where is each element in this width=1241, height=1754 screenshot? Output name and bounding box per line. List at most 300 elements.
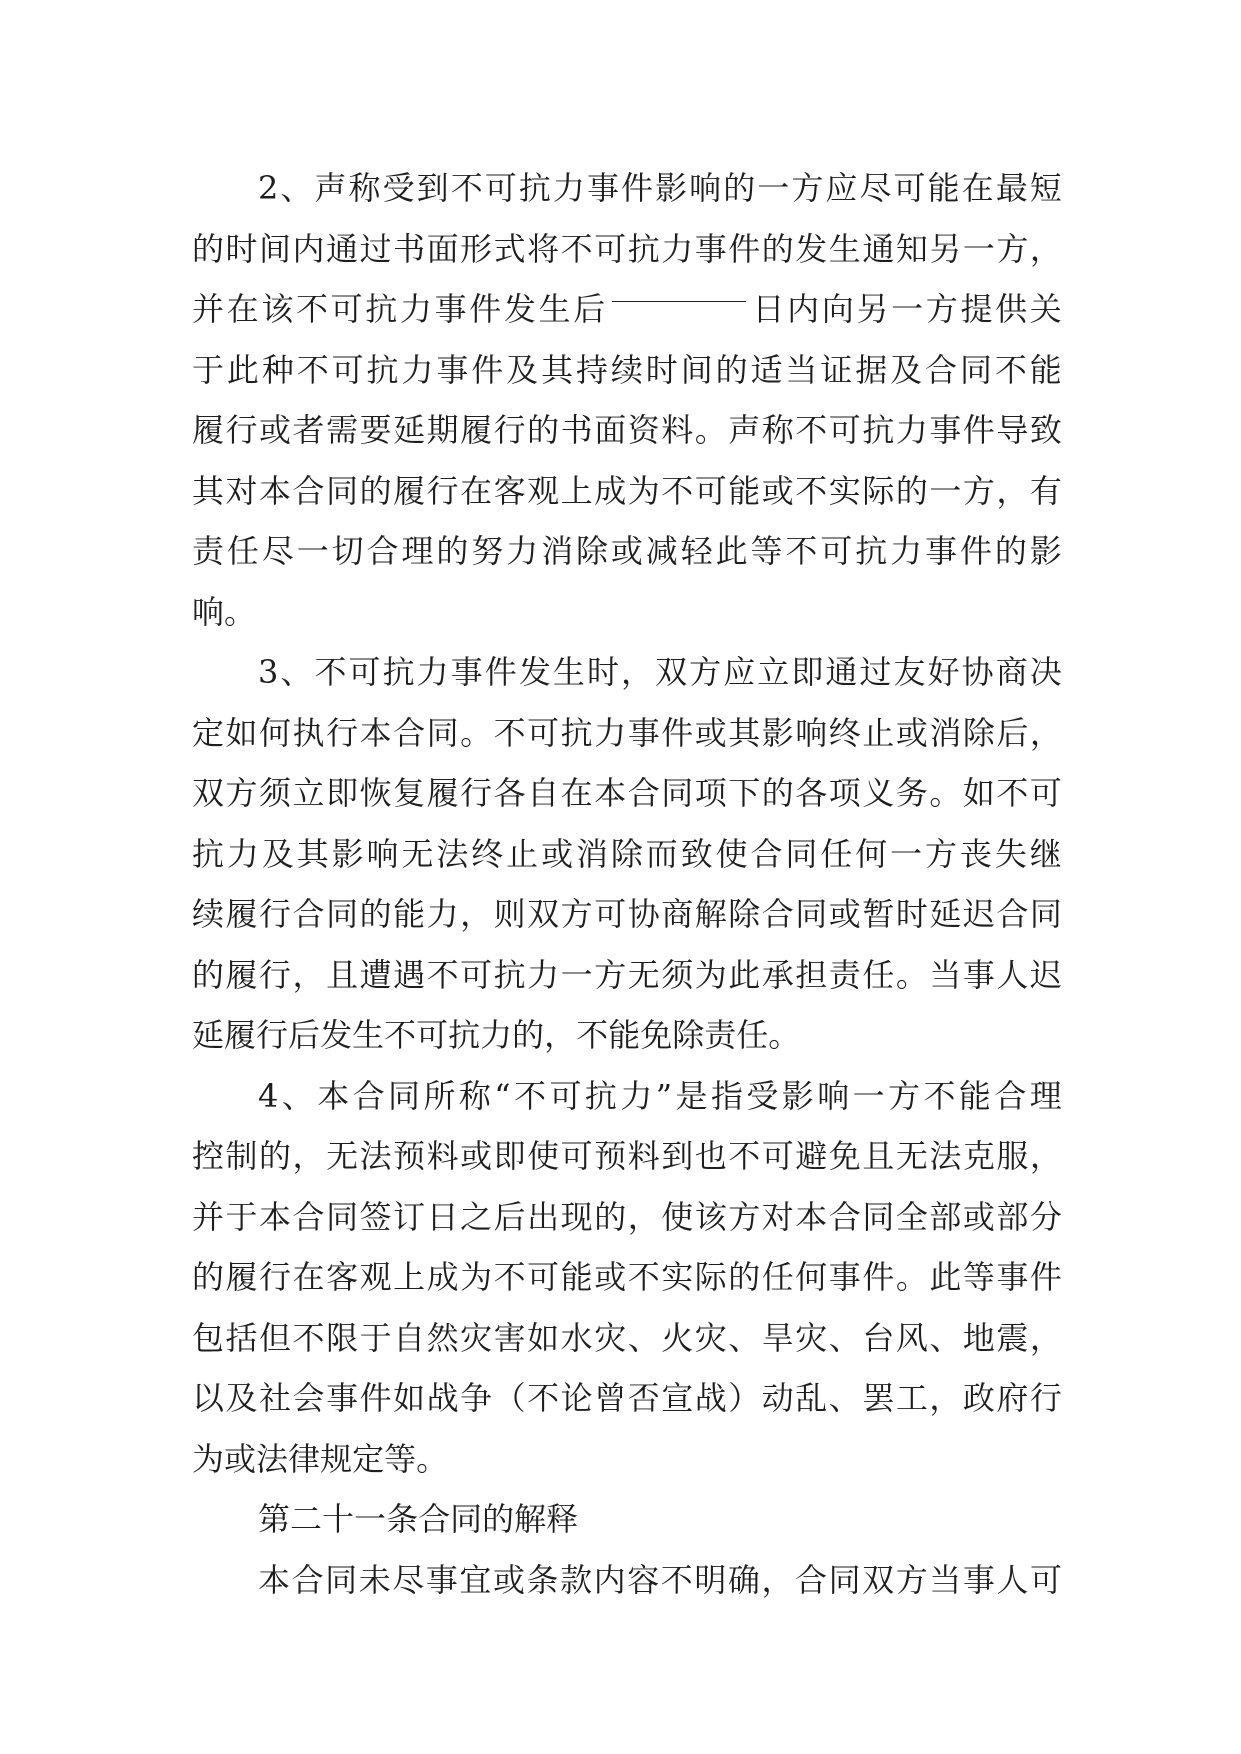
glyph: 响 <box>192 592 225 631</box>
glyph: 使 <box>661 1197 694 1236</box>
glyph: 失 <box>994 834 1027 873</box>
glyph: 的 <box>761 229 794 268</box>
glyph: 合 <box>366 532 399 570</box>
glyph: 可 <box>761 1137 794 1175</box>
glyph: 事 <box>425 1560 458 1599</box>
glyph: 通 <box>326 229 359 268</box>
glyph: 事 <box>828 1258 861 1296</box>
glyph: 件 <box>621 169 654 207</box>
glyph: 抗 <box>448 1016 481 1054</box>
glyph: 力 <box>426 895 459 933</box>
glyph: ” <box>655 1076 673 1115</box>
glyph: 合 <box>996 895 1029 933</box>
glyph: 可 <box>1029 1560 1062 1599</box>
glyph: 使 <box>715 834 748 873</box>
glyph: 响 <box>689 169 722 207</box>
glyph: 明 <box>694 1560 727 1599</box>
glyph: 或 <box>460 1137 493 1175</box>
glyph: 容 <box>627 1560 660 1599</box>
glyph: 可 <box>527 713 560 752</box>
glyph: 此 <box>715 532 748 570</box>
glyph: 合 <box>291 1560 324 1599</box>
glyph: 且 <box>326 955 359 994</box>
glyph: 件 <box>962 411 995 449</box>
glyph: 定 <box>192 713 225 752</box>
glyph: 资 <box>627 411 660 449</box>
glyph: 无 <box>326 1137 359 1175</box>
glyph: 书 <box>560 411 593 449</box>
glyph: 本 <box>258 1560 291 1599</box>
glyph: 延 <box>393 411 426 449</box>
glyph: 事 <box>434 290 467 328</box>
text-line <box>192 824 1062 885</box>
glyph: 方 <box>895 1560 928 1599</box>
glyph: 现 <box>560 1197 593 1236</box>
glyph: 止 <box>862 713 895 752</box>
glyph: 同 <box>450 1500 483 1538</box>
glyph: 预 <box>594 1137 627 1175</box>
glyph: 行 <box>493 411 526 449</box>
glyph: 时 <box>225 229 258 268</box>
glyph: 能 <box>958 1076 991 1115</box>
glyph: 件 <box>728 229 761 268</box>
glyph: 抗 <box>366 350 399 389</box>
glyph: 而 <box>645 834 678 873</box>
glyph: 条 <box>526 1560 559 1599</box>
text-line <box>192 461 1062 522</box>
glyph: 在 <box>560 774 593 812</box>
glyph: 火 <box>661 1318 694 1357</box>
glyph: 面 <box>594 411 627 449</box>
glyph: 理 <box>1029 1076 1062 1115</box>
glyph: 何 <box>855 834 888 873</box>
glyph: 应 <box>825 169 858 207</box>
glyph: 力 <box>506 532 539 570</box>
text-line <box>192 1368 1062 1429</box>
glyph: 可 <box>594 895 627 933</box>
glyph: 延 <box>192 1016 225 1054</box>
glyph: 责 <box>828 955 861 994</box>
glyph: 争 <box>460 1379 493 1417</box>
glyph: 恢 <box>359 774 392 812</box>
glyph: 即 <box>326 774 359 812</box>
glyph: 或 <box>694 713 727 752</box>
glyph: 部 <box>996 1197 1029 1236</box>
glyph: 减 <box>645 532 678 570</box>
glyph: 履 <box>225 895 258 933</box>
glyph: 力 <box>527 955 560 994</box>
glyph: 到 <box>416 169 449 207</box>
glyph: 于 <box>359 1318 392 1357</box>
glyph: 也 <box>694 1137 727 1175</box>
glyph: 所 <box>423 1076 456 1115</box>
glyph: 不 <box>295 290 328 328</box>
glyph: 及 <box>890 350 923 389</box>
glyph: 为 <box>460 1258 493 1296</box>
glyph: 轻 <box>680 532 713 570</box>
glyph: 可 <box>594 229 627 268</box>
glyph: 本 <box>259 471 292 510</box>
glyph: 持 <box>575 350 608 389</box>
glyph: 者 <box>292 411 325 449</box>
glyph: 方 <box>791 169 824 207</box>
glyph: 、 <box>281 1076 314 1115</box>
glyph: 续 <box>192 895 225 933</box>
glyph: 灾 <box>594 1318 627 1357</box>
glyph: 在 <box>292 1258 325 1296</box>
glyph: 供 <box>995 290 1028 328</box>
glyph: 抗 <box>382 653 415 691</box>
glyph: 其 <box>296 834 329 873</box>
glyph: 可 <box>893 169 926 207</box>
glyph: 抗 <box>855 532 888 570</box>
glyph: 预 <box>393 1137 426 1175</box>
glyph: 合 <box>393 713 426 752</box>
glyph: 或 <box>828 895 861 933</box>
glyph: 发 <box>795 229 828 268</box>
glyph: 内 <box>787 290 820 328</box>
glyph: 抗 <box>560 713 593 752</box>
glyph: 合 <box>761 895 794 933</box>
glyph: 事 <box>694 229 727 268</box>
glyph: 自 <box>527 774 560 812</box>
text-line <box>258 1550 1062 1611</box>
glyph: 消 <box>575 834 608 873</box>
glyph: 灾 <box>694 1318 727 1357</box>
glyph: 成 <box>594 471 627 510</box>
glyph: 。 <box>929 774 962 812</box>
glyph: 事 <box>436 350 469 389</box>
glyph: 的 <box>259 1137 292 1175</box>
glyph: 双 <box>192 774 225 812</box>
glyph: 则 <box>493 895 526 933</box>
glyph: ， <box>1029 229 1062 268</box>
text-line <box>192 1308 1062 1369</box>
glyph: 会 <box>292 1379 325 1417</box>
glyph: 二 <box>290 1500 323 1538</box>
glyph: 知 <box>895 229 928 268</box>
glyph: 合 <box>292 1197 325 1236</box>
glyph: 对 <box>761 1197 794 1236</box>
glyph: 全 <box>895 1197 928 1236</box>
glyph: 除 <box>575 532 608 570</box>
glyph: 罢 <box>862 1379 895 1417</box>
glyph: 受 <box>382 169 415 207</box>
glyph: 一 <box>929 471 962 510</box>
glyph: 或 <box>761 471 794 510</box>
glyph: 即 <box>791 653 824 691</box>
glyph: 件 <box>359 1379 392 1417</box>
glyph: 责 <box>192 532 225 570</box>
glyph: 声 <box>314 169 347 207</box>
glyph: 无 <box>401 834 434 873</box>
glyph: 任 <box>820 834 853 873</box>
glyph: 如 <box>962 774 995 812</box>
glyph: 力 <box>620 1076 653 1115</box>
glyph: 生 <box>828 229 861 268</box>
glyph: 时 <box>645 350 678 389</box>
glyph: 力 <box>416 653 449 691</box>
glyph: 行 <box>259 1258 292 1296</box>
glyph: 制 <box>225 1137 258 1175</box>
glyph: 等 <box>384 1439 417 1478</box>
glyph: 响 <box>817 1076 850 1115</box>
glyph: 响 <box>795 713 828 752</box>
glyph: 同 <box>1029 895 1062 933</box>
glyph: 府 <box>996 1379 1029 1417</box>
glyph: 的 <box>192 1258 225 1296</box>
glyph: 方 <box>888 1076 921 1115</box>
glyph: 是 <box>675 1076 708 1115</box>
glyph: 方 <box>996 229 1029 268</box>
glyph: 双 <box>655 653 688 691</box>
glyph: 协 <box>961 653 994 691</box>
glyph: 观 <box>359 1258 392 1296</box>
glyph: 事 <box>996 1258 1029 1296</box>
glyph: 影 <box>781 1076 814 1115</box>
glyph: 本 <box>359 713 392 752</box>
glyph: 后 <box>996 713 1029 752</box>
glyph: 抗 <box>192 834 225 873</box>
glyph: 力 <box>226 834 259 873</box>
glyph: 双 <box>527 895 560 933</box>
glyph: 能 <box>1029 350 1062 389</box>
glyph: 人 <box>996 1560 1029 1599</box>
glyph: 等 <box>750 532 783 570</box>
glyph: 或 <box>962 1197 995 1236</box>
text-line <box>192 340 1062 401</box>
text-line <box>192 945 1062 1006</box>
glyph: 。 <box>768 1016 801 1054</box>
glyph: 行 <box>259 895 292 933</box>
glyph: 不 <box>996 774 1029 812</box>
glyph: 宣 <box>661 1379 694 1417</box>
glyph: 、 <box>280 653 313 691</box>
glyph: 可 <box>828 411 861 449</box>
text-line <box>192 1247 1062 1308</box>
glyph: 件 <box>484 653 517 691</box>
glyph: 适 <box>750 350 783 389</box>
glyph: 义 <box>862 774 895 812</box>
glyph: 提 <box>960 290 993 328</box>
glyph: 于 <box>192 350 225 389</box>
glyph: 宜 <box>459 1560 492 1599</box>
glyph: 不 <box>994 350 1027 389</box>
glyph: 观 <box>527 471 560 510</box>
glyph: 的 <box>436 532 469 570</box>
glyph: 同 <box>795 895 828 933</box>
glyph: 一 <box>891 290 924 328</box>
glyph: 一 <box>962 229 995 268</box>
glyph: 双 <box>862 1560 895 1599</box>
glyph: 4 <box>258 1076 279 1115</box>
glyph: 、 <box>929 1318 962 1357</box>
glyph: ， <box>627 1197 660 1236</box>
glyph: 除 <box>728 895 761 933</box>
glyph: 确 <box>727 1560 760 1599</box>
glyph: 延 <box>929 895 962 933</box>
glyph: 的 <box>359 895 392 933</box>
glyph: 括 <box>225 1318 258 1357</box>
glyph: 台 <box>862 1318 895 1357</box>
glyph: 力 <box>890 532 923 570</box>
glyph: 短 <box>1029 169 1062 207</box>
glyph: 期 <box>426 411 459 449</box>
glyph: 可 <box>348 653 381 691</box>
glyph: 法 <box>929 1137 962 1175</box>
glyph: 本 <box>317 1076 350 1115</box>
glyph: 如 <box>393 1379 426 1417</box>
text-line <box>192 1005 1062 1066</box>
glyph: 不 <box>661 471 694 510</box>
glyph: 丧 <box>959 834 992 873</box>
glyph: 使 <box>527 1137 560 1175</box>
glyph: 客 <box>493 471 526 510</box>
glyph: 不 <box>560 229 593 268</box>
glyph: 一 <box>296 532 329 570</box>
glyph: 间 <box>680 350 713 389</box>
glyph: 论 <box>560 1379 593 1417</box>
glyph: 不 <box>923 1076 956 1115</box>
glyph: 有 <box>1029 471 1062 510</box>
glyph: 其 <box>192 471 225 510</box>
glyph: 料 <box>661 411 694 449</box>
glyph: 过 <box>359 229 392 268</box>
glyph: 签 <box>359 1197 392 1236</box>
glyph: （ <box>493 1379 526 1417</box>
glyph: 后 <box>573 290 606 328</box>
glyph: 同 <box>828 1560 861 1599</box>
glyph: 合 <box>795 1560 828 1599</box>
glyph: 政 <box>962 1379 995 1417</box>
glyph: 不 <box>527 1379 560 1417</box>
glyph: ， <box>929 1379 962 1417</box>
glyph: 终 <box>828 713 861 752</box>
glyph: 该 <box>261 290 294 328</box>
glyph: 限 <box>326 1318 359 1357</box>
glyph: 合 <box>292 471 325 510</box>
glyph: 际 <box>694 1258 727 1296</box>
glyph: 。 <box>460 713 493 752</box>
glyph: 迟 <box>1029 955 1062 994</box>
glyph: 。 <box>895 1258 928 1296</box>
glyph: 据 <box>855 350 888 389</box>
glyph: 除 <box>962 713 995 752</box>
glyph: 生 <box>538 290 571 328</box>
glyph: 社 <box>259 1379 292 1417</box>
glyph: 灾 <box>460 1318 493 1357</box>
glyph: 消 <box>929 713 962 752</box>
glyph: 事 <box>962 955 995 994</box>
glyph: 遇 <box>393 955 426 994</box>
glyph: 同 <box>388 1076 421 1115</box>
glyph: 3 <box>258 653 279 691</box>
glyph: 响 <box>366 834 399 873</box>
glyph: 方 <box>925 834 958 873</box>
glyph: 成 <box>426 1258 459 1296</box>
glyph: 于 <box>225 1197 258 1236</box>
glyph: 抗 <box>627 229 660 268</box>
glyph: 可 <box>331 350 364 389</box>
glyph: 生 <box>352 1016 385 1054</box>
glyph: 同 <box>661 774 694 812</box>
glyph: 发 <box>320 1016 353 1054</box>
glyph: 本 <box>795 1197 828 1236</box>
glyph: 事 <box>586 169 619 207</box>
glyph: 事 <box>929 411 962 449</box>
glyph: 、 <box>728 1318 761 1357</box>
glyph: 上 <box>560 471 593 510</box>
glyph: 包 <box>192 1318 225 1357</box>
glyph: 克 <box>962 1137 995 1175</box>
glyph: 事 <box>326 1379 359 1417</box>
glyph: 不 <box>426 955 459 994</box>
glyph: ， <box>1029 713 1062 752</box>
glyph: 合 <box>352 1076 385 1115</box>
glyph: 同 <box>325 1560 358 1599</box>
glyph: 决 <box>1029 653 1062 691</box>
glyph: 须 <box>259 774 292 812</box>
text-line <box>192 582 1062 643</box>
glyph: 力 <box>594 713 627 752</box>
glyph: 、 <box>828 1318 861 1357</box>
glyph: 件 <box>469 290 502 328</box>
glyph: 务 <box>895 774 928 812</box>
glyph: 的 <box>594 1197 627 1236</box>
glyph: 致 <box>680 834 713 873</box>
glyph: 一 <box>560 955 593 994</box>
glyph: 能 <box>728 471 761 510</box>
glyph: 乱 <box>795 1379 828 1417</box>
glyph: 其 <box>728 713 761 752</box>
glyph: 能 <box>393 895 426 933</box>
glyph: 履 <box>224 1016 257 1054</box>
glyph: 。 <box>895 955 928 994</box>
glyph: 可 <box>1029 774 1062 812</box>
glyph: 称 <box>458 1076 491 1115</box>
glyph: 责 <box>704 1016 737 1054</box>
glyph: 行 <box>326 713 359 752</box>
glyph: 要 <box>359 411 392 449</box>
glyph: 解 <box>694 895 727 933</box>
glyph: 内 <box>292 229 325 268</box>
glyph: 即 <box>493 1137 526 1175</box>
text-line <box>192 1429 1062 1490</box>
glyph: 律 <box>288 1439 321 1478</box>
glyph: 书 <box>393 229 426 268</box>
glyph: 合 <box>750 834 783 873</box>
glyph: 事 <box>627 713 660 752</box>
glyph: 条 <box>386 1500 419 1538</box>
glyph: 终 <box>471 834 504 873</box>
glyph: 或 <box>610 532 643 570</box>
glyph: 抗 <box>493 955 526 994</box>
glyph: 影 <box>655 169 688 207</box>
glyph: 方 <box>728 1197 761 1236</box>
glyph: 力 <box>399 290 432 328</box>
glyph: 立 <box>292 774 325 812</box>
glyph: 释 <box>546 1500 579 1538</box>
glyph: 后 <box>288 1016 321 1054</box>
text-line <box>192 1126 1062 1187</box>
glyph: 际 <box>862 471 895 510</box>
glyph: 此 <box>728 955 761 994</box>
glyph: 通 <box>825 653 858 691</box>
glyph: 旱 <box>761 1318 794 1357</box>
glyph: 友 <box>893 653 926 691</box>
text-line <box>258 1489 1062 1550</box>
glyph: 出 <box>527 1197 560 1236</box>
